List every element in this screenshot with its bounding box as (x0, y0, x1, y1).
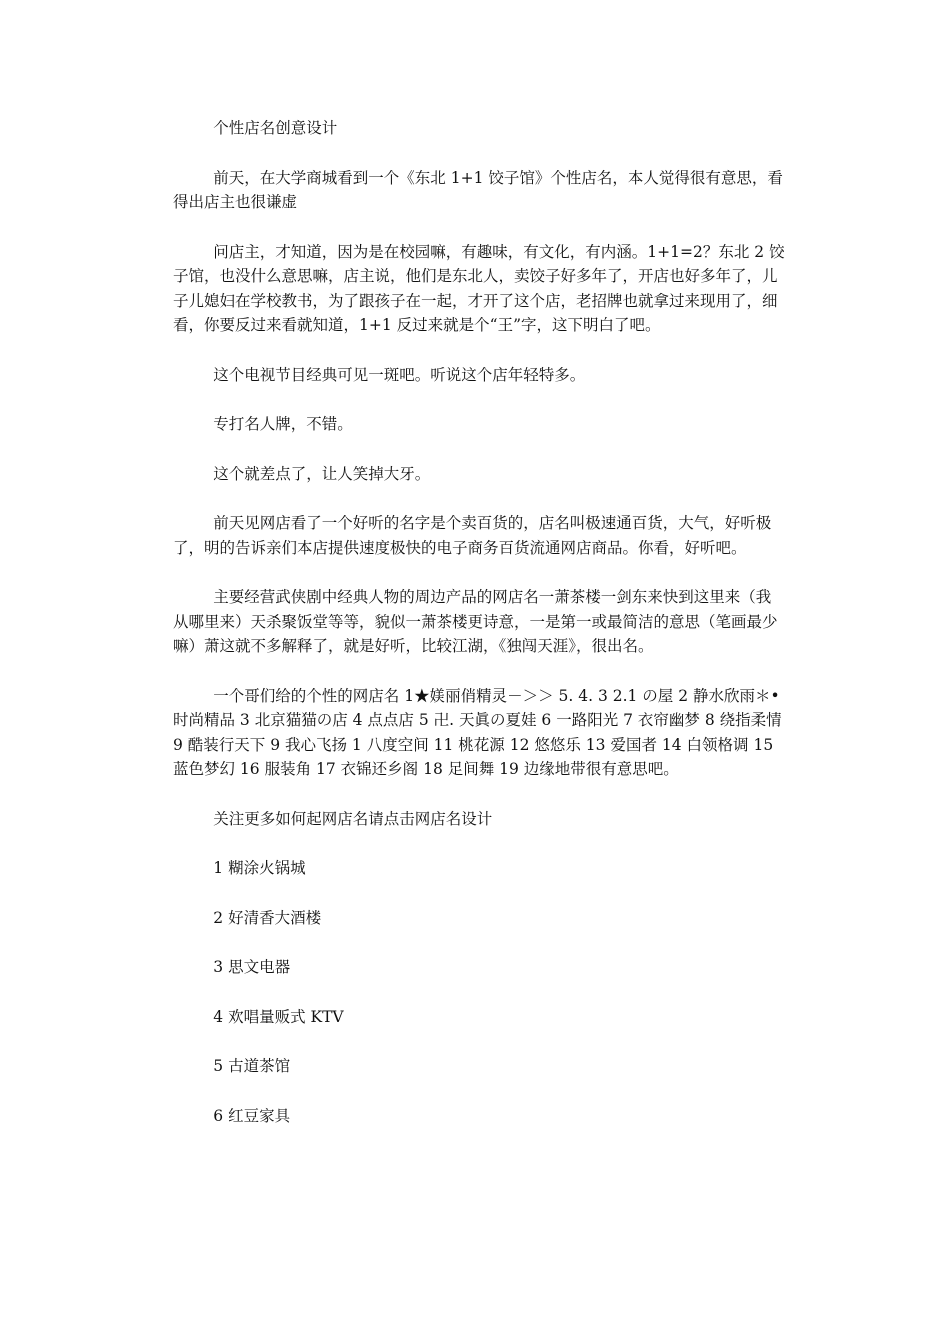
paragraph: 这个电视节目经典可见一斑吧。听说这个店年轻特多。 (213, 365, 586, 384)
list-item: 3 思文电器 (213, 958, 291, 976)
paragraph: 这个就差点了，让人笑掉大牙。 (213, 464, 431, 483)
shop-name-list (173, 856, 785, 1128)
list-item: 4 欢唱量贩式 KTV (213, 1007, 344, 1026)
paragraph: 关注更多如何起网店名请点击网店名设计 (213, 809, 493, 828)
list-item: 1 糊涂火锅城 (213, 859, 306, 877)
list-item: 2 好清香大酒楼 (213, 908, 322, 927)
list-item: 6 红豆家具 (213, 1106, 291, 1125)
paragraph: 专打名人牌，不错。 (213, 415, 353, 433)
paragraph: 前天见网店看了一个好听的名字是个卖百货的，店名叫极速通百货，大气，好听极了，明的告诉亲们本店提供速度极快的电子商务百货流通网店商品。你看，好听吧。 (173, 514, 772, 557)
paragraph: 一个哥们给的个性的网店名 1★媄丽俏精灵－＞＞ 5. 4. 3 2.1 の屋 2 静水欣雨＊•时尚精品 3 北京猫猫の店 4 点点店 5 卍. 天眞の夏娃 6 一路阳光 7 衣帘幽梦 8 绕指柔情 9 酷装行天下 9 我心飞扬 1 八度空间 11 桃花源 12 悠悠乐 13 爱国者 14 白领格调 15 蓝色梦幻 16 服装角 17 衣锦还乡阁 18 足间舞 19 边缘地带很有意思吧。 (173, 686, 782, 778)
paragraph: 问店主，才知道，因为是在校园嘛，有趣味，有文化，有内涵。1+1=2？东北 2 饺子馆，也没什么意思嘛，店主说，他们是东北人，卖饺子好多年了，开店也好多年了，儿子儿媳妇在学校教书，为了跟孩子在一起，才开了这个店，老招牌也就拿过来现用了，细看，你要反过来看就知道，1+1 反过来就是个“王”字，这下明白了吧。 (173, 242, 785, 334)
document-title: 个性店名创意设计 (213, 119, 338, 137)
paragraph: 主要经营武侠剧中经典人物的周边产品的网店名一萧茶楼一剑东来快到这里来（我从哪里来）天杀聚饭堂等等，貌似一萧茶楼更诗意，一是第一或最简洁的意思（笔画最少嘛）萧这就不多解释了，就是好听，比较江湖，《独闯天涯》，很出名。 (173, 588, 778, 655)
list-item: 5 古道茶馆 (213, 1057, 291, 1075)
paragraph: 前天，在大学商城看到一个《东北 1+1 饺子馆》个性店名，本人觉得很有意思，看得出店主也很谦虚 (173, 168, 783, 211)
document-body (173, 116, 785, 1153)
